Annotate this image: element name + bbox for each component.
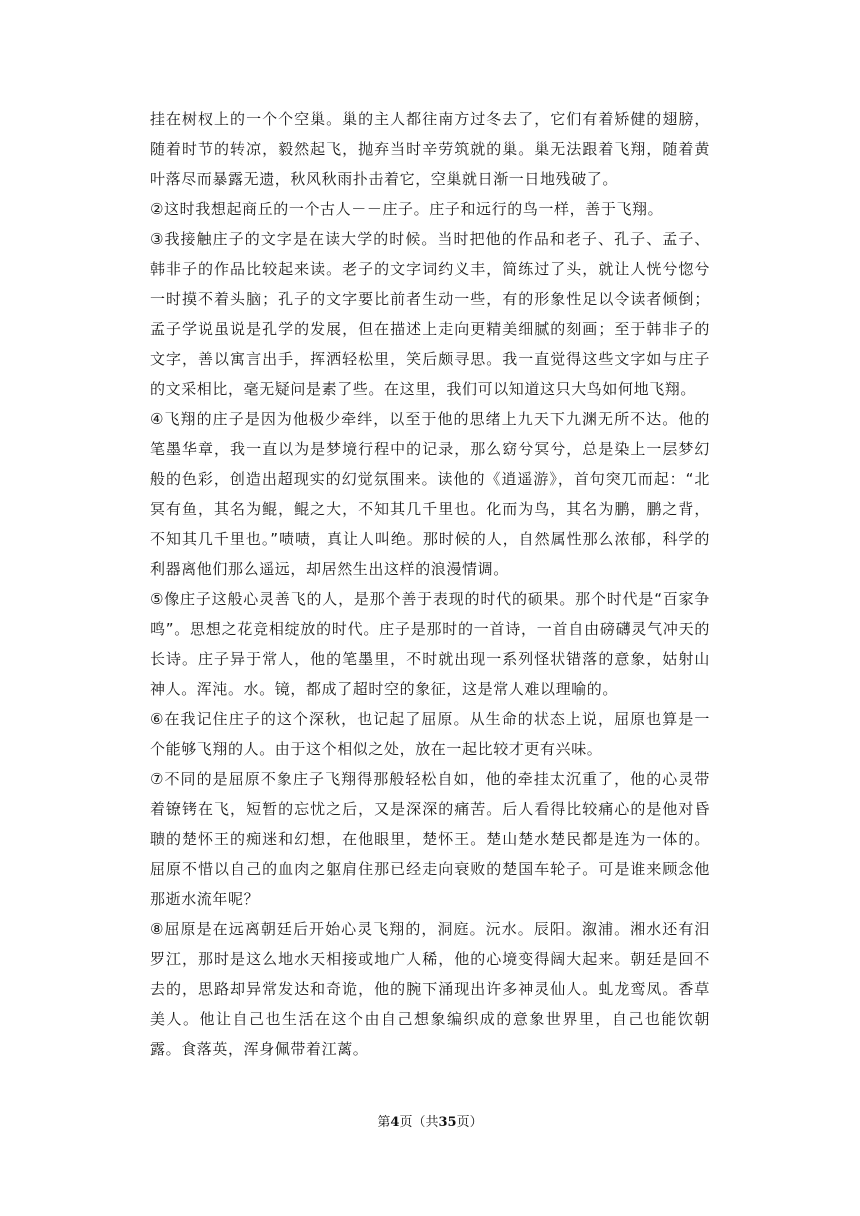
footer-suffix: 页） <box>456 1115 483 1130</box>
total-pages-number: 35 <box>438 1115 457 1130</box>
paragraph-4: ④飞翔的庄子是因为他极少牵绊，以至于他的思绪上九天下九渊无所不达。他的笔墨华章，我一直以为是梦境行程中的记录，那么窈兮冥兮，总是染上一层梦幻般的色彩，创造出超现实的幻觉氛围来。读他的《逍遥游》，首句突兀而起：“北冥有鱼，其名为鲲，鲲之大，不知其几千里也。化而为鸟，其名为鹏，鹏之背，不知其几千里也。”啧啧，真让人叫绝。那时候的人，自然属性那么浓郁，科学的利器离他们那么遥远，却居然生出这样的浪漫情调。 <box>150 410 710 578</box>
paragraph-7: ⑦不同的是屈原不象庄子飞翔得那般轻松自如，他的牵挂太沉重了，他的心灵带着镣铐在飞，短暂的忘忧之后，又是深深的痛苦。后人看得比较痛心的是他对昏聩的楚怀王的痴迷和幻想，在他眼里，楚怀王。楚山楚水楚民都是连为一体的。屈原不惜以自己的血肉之躯肩住那已经走向衰败的楚国车轮子。可是谁来顾念他那逝水流年呢？ <box>150 770 710 908</box>
paragraph-8: ⑧屈原是在远离朝廷后开始心灵飞翔的，洞庭。沅水。辰阳。溆浦。湘水还有汨罗江，那时是这么地水天相接或地广人稀，他的心境变得阔大起来。朝廷是回不去的，思路却异常发达和奇诡，他的腕下涌现出许多神灵仙人。虬龙鸾凤。香草美人。他让自己也生活在这个由自己想象编织成的意象世界里，自己也能饮朝露。食落英，浑身佩带着江蓠。 <box>150 920 710 1058</box>
footer-prefix: 第 <box>377 1115 391 1130</box>
article-body <box>150 104 710 1064</box>
current-page-number: 4 <box>390 1115 400 1130</box>
footer-mid: 页（共 <box>399 1115 439 1130</box>
paragraph-2: ②这时我想起商丘的一个古人－－庄子。庄子和远行的鸟一样，善于飞翔。 <box>150 200 664 218</box>
paragraph-3: ③我接触庄子的文字是在读大学的时候。当时把他的作品和老子、孔子、孟子、韩非子的作品比较起来读。老子的文字词约义丰，简练过了头，就让人恍兮惚兮一时摸不着头脑；孔子的文字要比前者生动一些，有的形象性足以令读者倾倒；孟子学说虽说是孔学的发展，但在描述上走向更精美细腻的刻画；至于韩非子的文字，善以寓言出手，挥洒轻松里，笑后颇寻思。我一直觉得这些文字如与庄子的文采相比，毫无疑问是素了些。在这里，我们可以知道这只大鸟如何地飞翔。 <box>150 230 710 398</box>
page-footer <box>0 1111 860 1130</box>
paragraph-1-continued: 挂在树杈上的一个个空巢。巢的主人都往南方过冬去了，它们有着矫健的翅膀，随着时节的转凉，毅然起飞，抛弃当时辛劳筑就的巢。巢无法跟着飞翔，随着黄叶落尽而暴露无遗，秋风秋雨扑击着它，空巢就日渐一日地残破了。 <box>150 110 710 188</box>
paragraph-5: ⑤像庄子这般心灵善飞的人，是那个善于表现的时代的硕果。那个时代是“百家争鸣”。思想之花竞相绽放的时代。庄子是那时的一首诗，一首自由磅礴灵气冲天的长诗。庄子异于常人，他的笔墨里，不时就出现一系列怪状错落的意象，姑射山神人。浑沌。水。镜，都成了超时空的象征，这是常人难以理喻的。 <box>150 590 710 698</box>
paragraph-6: ⑥在我记住庄子的这个深秋，也记起了屈原。从生命的状态上说，屈原也算是一个能够飞翔的人。由于这个相似之处，放在一起比较才更有兴味。 <box>150 710 710 758</box>
